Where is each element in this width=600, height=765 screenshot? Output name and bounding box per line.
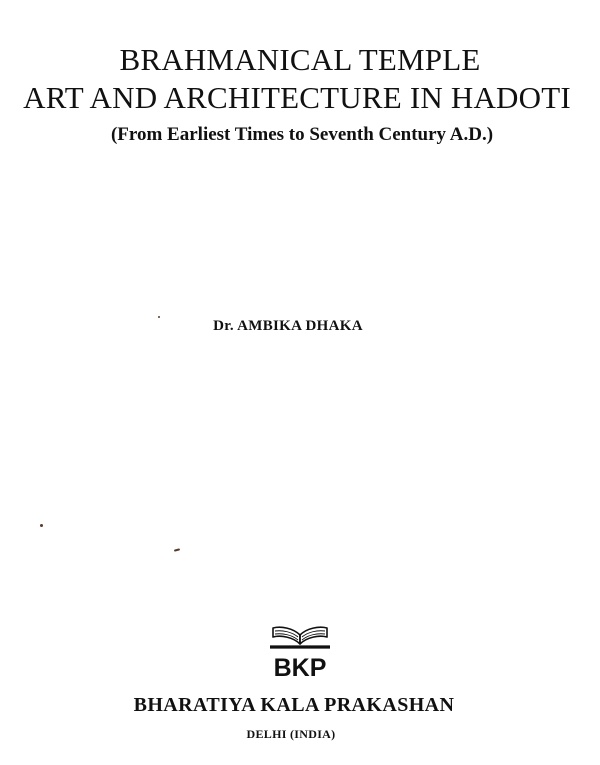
subtitle: (From Earliest Times to Seventh Century A.D.) [110,124,494,145]
print-speck [40,524,43,527]
author-name: Dr. AMBIKA DHAKA [213,318,363,334]
title-line-1: BRAHMANICAL TEMPLE [119,42,481,77]
print-speck [158,316,160,318]
bkp-logo [262,624,338,682]
logo-text: BKP [273,654,327,682]
print-speck [174,548,180,551]
publisher-location: DELHI (INDIA) [246,727,336,741]
title-line-2: ART AND ARCHITECTURE IN HADOTI [23,80,571,115]
publisher-name: BHARATIYA KALA PRAKASHAN [133,694,455,716]
open-book-icon [270,627,330,647]
